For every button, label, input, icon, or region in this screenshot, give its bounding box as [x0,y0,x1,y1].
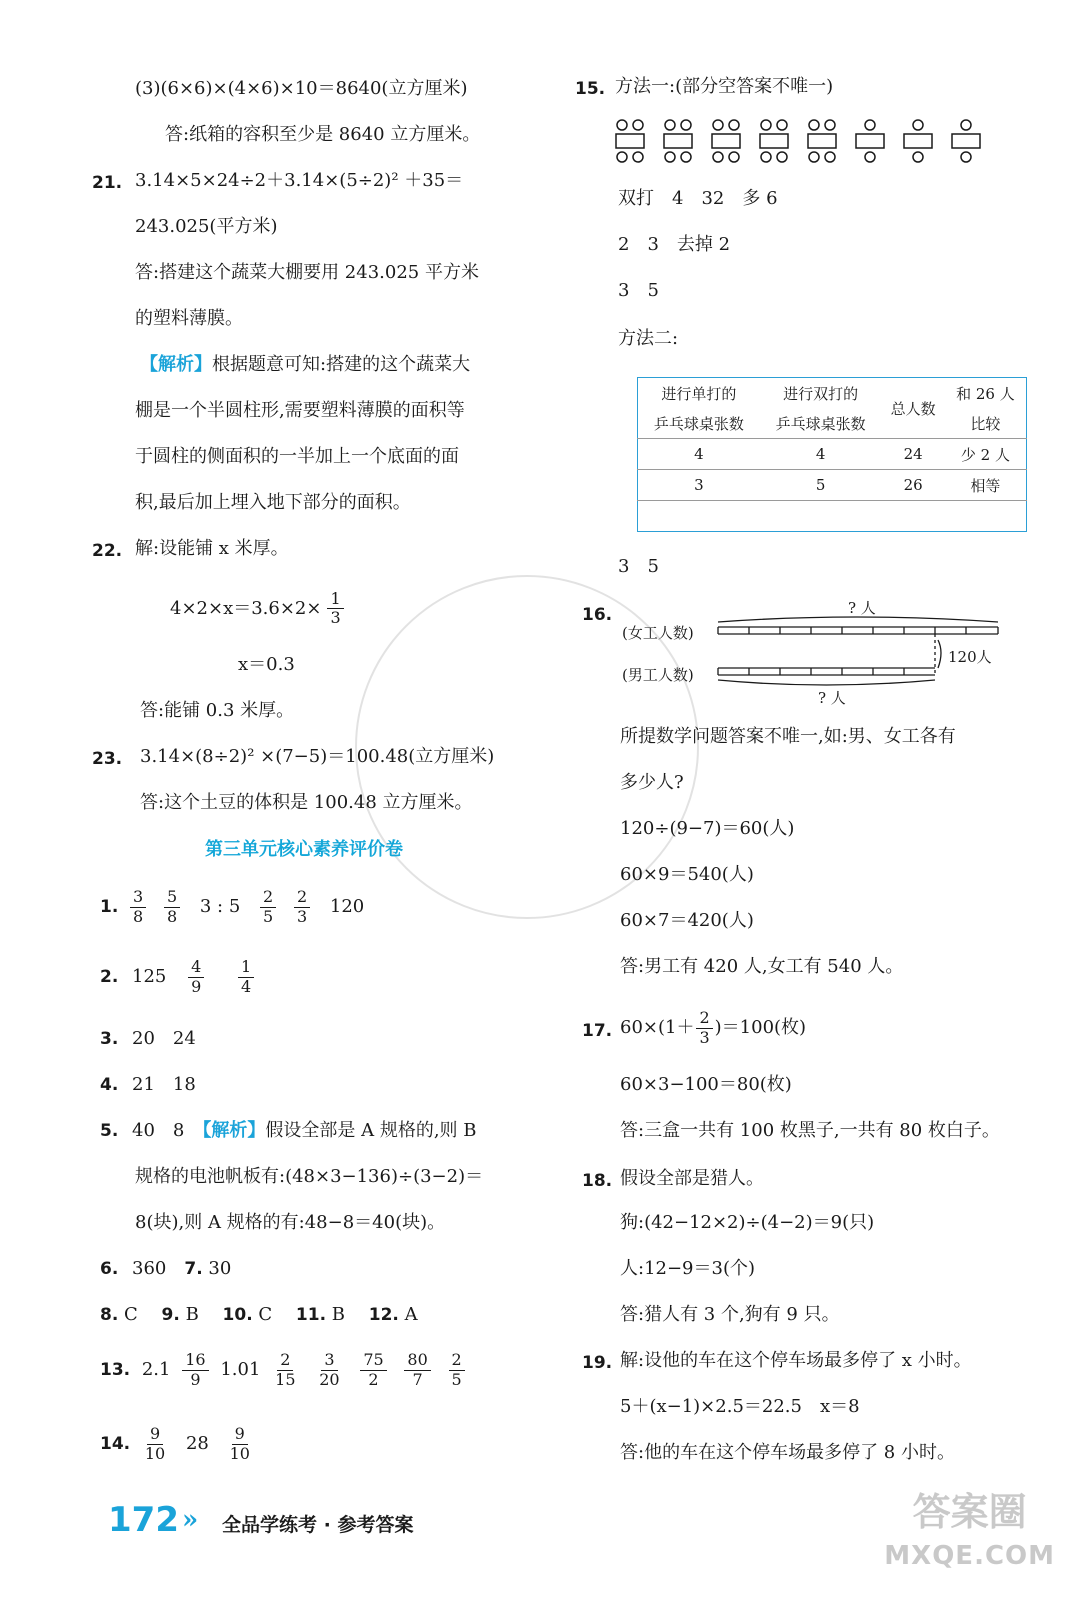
denominator: 3 [699,1027,710,1047]
q23-line1: 3.14×(8÷2)² ×(7−5)＝100.48(立方厘米) [140,746,495,767]
denominator: 5 [263,906,274,926]
q18-line3: 人:12−9＝3(个) [620,1258,755,1279]
numerator: 2 [260,888,276,907]
top-question: ? 人 [848,599,876,617]
answer-number: 9. [161,1305,180,1325]
answer-4 [100,1074,196,1096]
table-cell: 少 2 人 [945,439,1027,470]
answer-number: 5. [100,1121,119,1141]
value: 125 [132,966,167,987]
text: 60×(1＋ [620,1017,695,1038]
value: 21 18 [132,1074,196,1095]
denominator: 9 [190,1369,201,1389]
numerator: 75 [360,1351,386,1370]
diff-brace [938,640,941,668]
q21-line3: 答:搭建这个蔬菜大棚要用 243.025 平方米 [135,262,479,283]
analysis-tag: 【解析】 [202,1120,266,1141]
q21-analysis-text-1: 根据题意可知:搭建的这个蔬菜大 [212,354,471,375]
q21-line1: 3.14×5×24÷2＋3.14×(5÷2)² ＋35＝ [135,170,464,191]
q21-analysis-4: 积,最后加上埋入地下部分的面积。 [135,492,411,513]
header-cell: 乒乓球桌张数 [653,414,744,433]
numerator: 9 [147,1425,163,1444]
value: B [185,1304,199,1325]
q22-answer: 答:能铺 0.3 米厚。 [140,700,295,721]
numerator: 2 [449,1351,465,1370]
answer-number: 7. [184,1259,203,1279]
numerator: 9 [232,1425,248,1444]
q18-answer: 答:猎人有 3 个,狗有 9 只。 [620,1304,840,1325]
text: )＝100(枚) [714,1017,807,1038]
watermark-text: 答案圈 [912,1490,1027,1534]
q15-method1: 方法一:(部分空答案不唯一) [615,76,834,97]
q19-answer: 答:他的车在这个停车场最多停了 8 小时。 [620,1442,955,1463]
q15-method2-table [637,377,1027,532]
fraction [696,1009,712,1047]
fraction [404,1351,430,1389]
q19-number: 19. [582,1353,613,1373]
header-cell: 进行双打的 [783,384,859,403]
answer-5-line2: 规格的电池帆板有:(48×3−136)÷(3−2)＝ [135,1166,484,1187]
page-number: 172 [108,1500,179,1540]
fraction [449,1351,465,1389]
answer-number: 2. [100,967,119,987]
denominator: 8 [133,906,144,926]
fraction [130,888,146,926]
value: C [258,1304,273,1325]
denominator: 8 [166,906,178,926]
fraction [142,1425,168,1463]
table-header-row [638,408,1027,439]
fraction [227,1425,253,1463]
fraction [260,888,276,926]
singles-table-icon [856,120,884,162]
header-cell: 进行单打的 [661,384,737,403]
chevron-icon: » [182,1505,199,1535]
numerator: 5 [164,888,180,907]
header-cell: 比较 [970,414,1001,433]
table-cell: 26 [881,470,944,501]
denominator: 2 [368,1369,379,1389]
q17-number: 17. [582,1021,613,1041]
q20-line1: (3)(6×6)×(4×6)×10＝8640(立方厘米) [135,78,468,99]
watermark-url: MXQE.COM [884,1541,1055,1571]
q16-line5: 60×7＝420(人) [620,910,754,931]
doubles-table-icon [808,120,836,162]
doubles-table-icon [712,120,740,162]
table-header-row [638,378,1027,409]
q22-fraction [327,590,343,628]
numerator: 3 [321,1351,337,1370]
q23-answer: 答:这个土豆的体积是 100.48 立方厘米。 [140,792,473,813]
singles-table-icon [952,120,980,162]
answer-8-12 [100,1304,418,1326]
q23-number: 23. [92,749,123,769]
bottom-question: ? 人 [818,689,846,707]
numerator: 80 [404,1351,430,1370]
q16-line1: 所提数学问题答案不唯一,如:男、女工各有 [620,726,956,747]
value: C [124,1304,138,1325]
answer-5 [100,1120,477,1142]
table-cell: 相等 [945,470,1027,501]
answer-2 [100,955,260,999]
denominator: 10 [229,1443,250,1463]
q16-line4: 60×9＝540(人) [620,864,754,885]
q22-eq-text: 4×2×x＝3.6×2× [170,597,322,619]
answer-number: 11. [295,1305,327,1325]
answer-number: 13. [100,1360,131,1380]
q22-line1: 解:设能铺 x 米厚。 [135,538,289,559]
denominator: 3 [330,608,341,628]
denominator: 7 [412,1369,423,1389]
male-label: (男工人数) [622,666,694,684]
value: 40 8 [132,1120,185,1141]
section-title: 第三单元核心素养评价卷 [205,839,403,860]
q22-solution: x＝0.3 [238,654,295,675]
answer-number: 4. [100,1075,119,1095]
denominator: 15 [275,1369,296,1389]
table-empty-row [638,501,1027,532]
answer-number: 1. [100,897,119,917]
doubles-table-icon [616,120,644,162]
q16-line2: 多少人? [620,772,684,793]
fraction [272,1351,298,1389]
answer-5-line3: 8(块),则 A 规格的有:48−8＝40(块)。 [135,1212,446,1233]
q15-row1: 双打 4 32 多 6 [618,188,778,209]
ratio: 3 : 5 [199,896,241,917]
q21-analysis-2: 棚是一个半圆柱形,需要塑料薄膜的面积等 [135,400,465,421]
denominator: 4 [241,976,252,996]
answer-number: 12. [368,1305,399,1325]
answer-3 [100,1028,196,1050]
numerator: 2 [277,1351,293,1370]
value: A [404,1304,418,1325]
female-label: (女工人数) [622,624,694,642]
numerator: 3 [130,888,146,907]
q17-answer: 答:三盒一共有 100 枚黑子,一共有 80 枚白子。 [620,1120,1000,1141]
q21-analysis-3: 于圆柱的侧面积的一半加上一个底面的面 [135,446,459,467]
numerator: 2 [294,888,310,907]
table-cell: 4 [638,439,760,470]
q17-line1 [620,1006,806,1050]
answer-14 [100,1422,259,1466]
fraction [294,888,310,926]
denominator: 9 [191,976,202,996]
q16-number: 16. [582,605,613,625]
singles-table-icon [904,120,932,162]
analysis-text: 假设全部是 A 规格的,则 B [265,1120,477,1141]
table-cell: 4 [760,439,882,470]
value: 2.1 [141,1359,171,1380]
q15-after: 3 5 [618,556,659,577]
denominator: 3 [296,906,308,926]
numerator: 2 [696,1009,712,1028]
table-cell: 24 [881,439,944,470]
answer-number: 6. [100,1259,119,1279]
table-cell: 3 [638,470,760,501]
analysis-tag: 【解析】 [140,354,212,375]
q22-equation [170,590,350,628]
q15-number: 15. [575,79,606,99]
answer-1 [100,885,364,929]
q15-method2: 方法二: [618,328,679,349]
q18-line1: 假设全部是猎人。 [620,1168,764,1189]
answer-number: 3. [100,1029,119,1049]
q15-table-diagram [612,116,992,168]
value: 120 [329,896,365,917]
denominator: 20 [319,1369,340,1389]
table-row [638,439,1027,470]
numerator: 4 [188,958,204,977]
q22-number: 22. [92,541,123,561]
doubles-table-icon [664,120,692,162]
fraction [316,1351,342,1389]
q20-answer: 答:纸箱的容积至少是 8640 立方厘米。 [165,124,481,145]
table-cell: 5 [760,470,882,501]
denominator: 5 [451,1369,462,1389]
fraction [238,958,254,996]
value: B [331,1304,346,1325]
numerator: 16 [182,1351,208,1370]
table-row [638,470,1027,501]
q18-line2: 狗:(42−12×2)÷(4−2)＝9(只) [620,1212,875,1233]
numerator: 1 [238,958,254,977]
numerator: 1 [327,590,343,609]
header-cell: 总人数 [890,399,936,418]
answer-13 [100,1348,471,1392]
value: 360 [132,1258,167,1279]
value: 1.01 [220,1359,261,1380]
q17-line2: 60×3−100＝80(枚) [620,1074,792,1095]
answer-number: 14. [100,1434,131,1454]
header-cell: 乒乓球桌张数 [775,414,866,433]
denominator: 10 [144,1443,166,1463]
q15-row2: 2 3 去掉 2 [618,234,731,255]
fraction [182,1351,208,1389]
difference-label: 120人 [948,648,992,666]
answer-6-7 [100,1258,231,1280]
q15-row3: 3 5 [618,280,659,301]
q16-bar-diagram [716,612,1006,692]
q16-answer: 答:男工有 420 人,女工有 540 人。 [620,956,904,977]
answer-number: 8. [100,1305,119,1325]
value: 28 [185,1433,209,1454]
q19-line2: 5＋(x−1)×2.5＝22.5 x＝8 [620,1396,860,1417]
q21-number: 21. [92,173,123,193]
top-brace [718,617,998,622]
fraction [164,888,180,926]
q19-line1: 解:设他的车在这个停车场最多停了 x 小时。 [620,1350,972,1371]
q16-line3: 120÷(9−7)＝60(人) [620,818,795,839]
footer-title: 全品学练考 · 参考答案 [222,1514,414,1536]
doubles-table-icon [760,120,788,162]
value: 20 24 [132,1028,196,1049]
fraction [360,1351,386,1389]
header-cell: 和 26 人 [956,384,1015,403]
q21-line2: 243.025(平方米) [135,216,278,237]
answer-number: 10. [222,1305,253,1325]
q18-number: 18. [582,1171,613,1191]
value: 30 [208,1258,232,1279]
fraction [188,958,204,996]
q21-line4: 的塑料薄膜。 [135,308,243,329]
site-watermark [884,1490,1055,1578]
bottom-brace [718,680,935,685]
q21-analysis-1 [140,354,470,376]
